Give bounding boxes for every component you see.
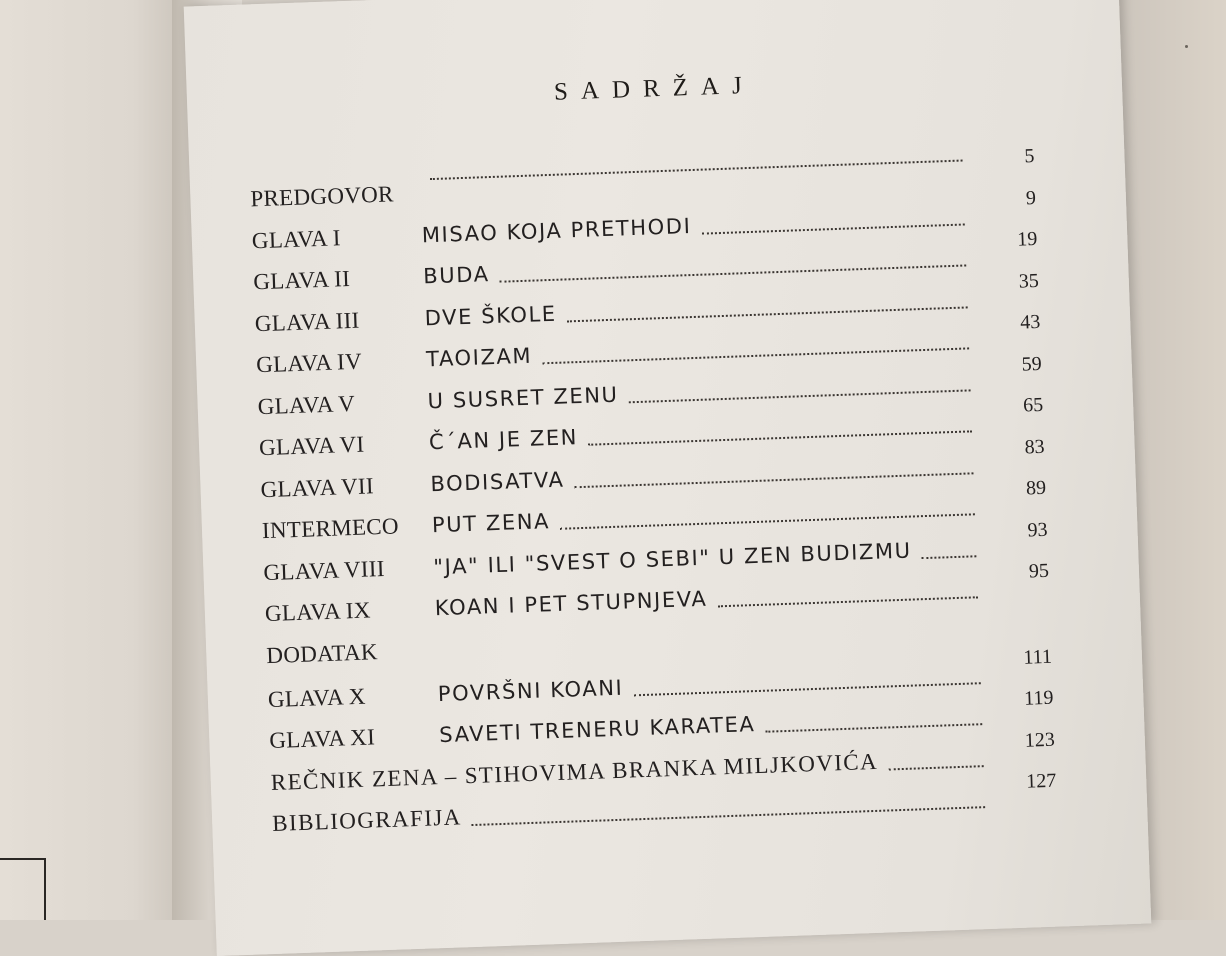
book-page [184, 0, 1152, 956]
toc-entry-label: GLAVA I [251, 224, 342, 253]
page-title: SADRŽAJ [553, 71, 756, 106]
toc-entry-title: Č´AN JE ZEN [428, 425, 579, 455]
toc-entry-label: GLAVA VI [258, 431, 365, 461]
toc-entry-page-number: 123 [1024, 728, 1056, 752]
toc-entry-label: GLAVA VII [260, 472, 375, 502]
left-page [0, 0, 190, 920]
toc-main-list [250, 145, 1050, 641]
table-of-contents [250, 145, 1058, 850]
toc-entry-label: INTERMECO [261, 513, 400, 544]
toc-entry-label: GLAVA II [252, 265, 351, 295]
toc-entry-title: KOAN I PET STUPNJEVA [434, 586, 708, 621]
toc-entry-page-number: 127 [1025, 769, 1057, 793]
toc-entry-page-number: 59 [1021, 352, 1043, 376]
toc-entry-label: GLAVA XI [268, 724, 376, 754]
toc-entry-label: GLAVA X [267, 683, 367, 712]
dot-leader [430, 160, 963, 181]
dot-leader [542, 347, 969, 364]
toc-entry-title-cell [420, 159, 973, 186]
toc-entry-page-number: 83 [1024, 435, 1045, 459]
toc-entry-title: MISAO KOJA PRETHODI [421, 213, 692, 247]
dot-leader [718, 596, 978, 607]
dot-leader [702, 223, 965, 234]
toc-entry-title: BIBLIOGRAFIJA [271, 804, 463, 837]
dot-leader [766, 723, 983, 733]
toc-entry-page-number: 119 [1023, 686, 1054, 710]
toc-entry-title: REČNIK ZENA – STIHOVIMA BRANKA MILJKOVIĆA [270, 748, 879, 795]
toc-entry-page-number: 93 [1027, 518, 1048, 541]
toc-entry-label: GLAVA IX [264, 597, 372, 627]
toc-entry-label: GLAVA III [254, 307, 360, 336]
toc-entry-title: DVE ŠKOLE [424, 301, 558, 330]
toc-entry-title: "JA" ILI "SVEST O SEBI" U ZEN BUDIZMU [432, 538, 912, 579]
toc-entry-label: GLAVA V [257, 390, 356, 419]
dot-leader [472, 806, 985, 826]
toc-entry-title: U SUSRET ZENU [427, 382, 619, 413]
dot-leader [634, 682, 981, 696]
toc-entry-page-number: 5 [1024, 145, 1035, 168]
toc-entry-title: BUDA [422, 262, 491, 289]
dot-leader [629, 389, 971, 403]
toc-entry-title: PUT ZENA [431, 509, 551, 538]
dot-leader [567, 306, 968, 322]
left-page-frame [0, 858, 46, 920]
toc-entry-label: GLAVA VIII [263, 555, 386, 585]
appendix-label: DODATAK [265, 638, 379, 668]
toc-entry-page-number: 111 [1023, 645, 1053, 669]
toc-entry-page-number: 65 [1022, 393, 1044, 417]
toc-entry-page-number: 9 [1025, 186, 1037, 209]
dot-leader [888, 765, 984, 770]
toc-entry-page-number: 95 [1028, 559, 1050, 583]
toc-entry-title: BODISATVA [430, 467, 565, 496]
toc-entry-title: TAOIZAM [425, 343, 533, 372]
toc-entry-page-number: 19 [1016, 227, 1038, 251]
dot-leader [500, 264, 966, 282]
toc-entry-title: SAVETI TRENERU KARATEA [438, 712, 756, 748]
dot-leader [560, 513, 975, 529]
toc-entry-page-number: 89 [1025, 476, 1047, 500]
dot-leader [922, 555, 977, 559]
toc-entry-title: POVRŠNI KOANI [437, 675, 624, 706]
surface-speck [1185, 45, 1188, 48]
toc-entry-label: GLAVA IV [255, 348, 363, 378]
dot-leader [575, 472, 974, 488]
toc-entry-page-number: 43 [1019, 310, 1041, 334]
toc-entry-page-number: 35 [1018, 269, 1040, 293]
toc-entry-label: PREDGOVOR [250, 181, 395, 212]
dot-leader [588, 430, 972, 445]
